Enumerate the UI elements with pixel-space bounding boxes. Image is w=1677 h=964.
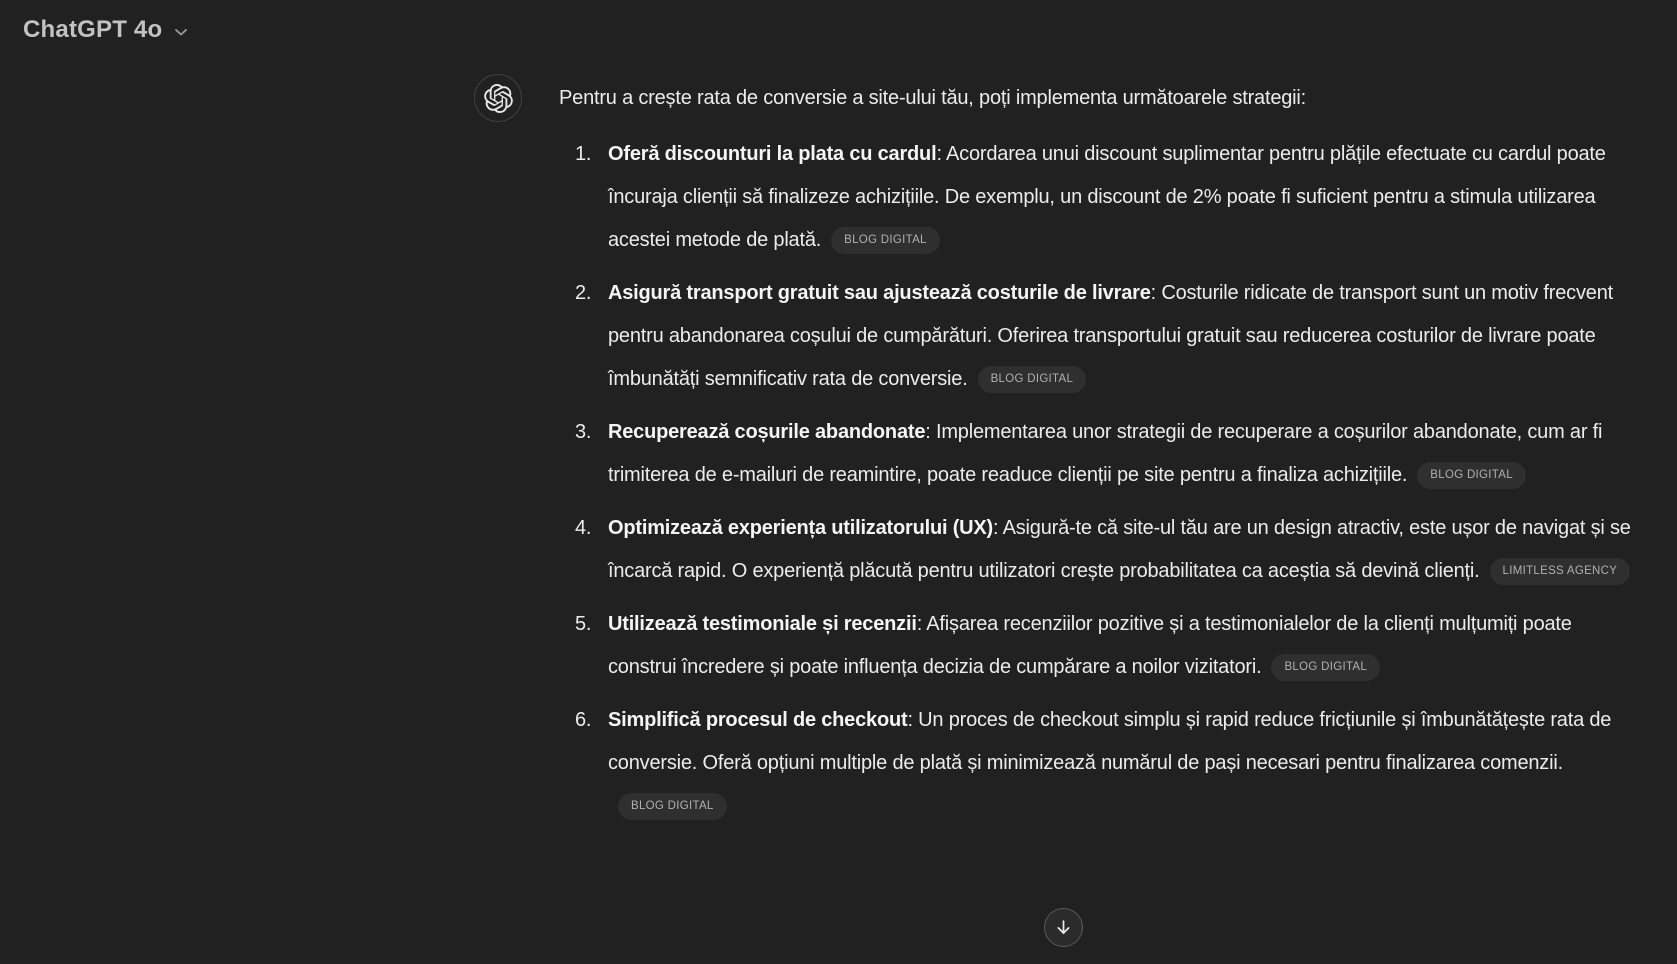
model-selector[interactable] <box>15 12 199 48</box>
top-bar <box>0 0 1677 56</box>
item-body: : Costurile ridicate de transport sunt un motiv frecvent pentru abandonarea coșului de cumpărături. Oferirea transportului gratuit sau reducerea costurilor de livrare poate îmbunătăți semnificativ rata de conversie. <box>608 282 1613 390</box>
chevron-down-icon <box>171 19 191 42</box>
item-body: : Un proces de checkout simplu și rapid reduce fricțiunile și îmbunătățește rata de conversie. Oferă opțiuni multiple de plată și minimizează numărul de pași necesari pentru finalizarea comenzii. <box>608 709 1612 774</box>
scroll-to-bottom-button[interactable] <box>1044 908 1083 947</box>
openai-logo-icon <box>484 84 513 113</box>
item-body: : Implementarea unor strategii de recuperare a coșurilor abandonate, cum ar fi trimiterea de e-mailuri de reamintire, poate readuce clienții pe site pentru a finaliza achizițiile. <box>608 421 1603 486</box>
item-title: Utilizează testimoniale și recenzii <box>608 613 917 635</box>
item-title: Recuperează coșurile abandonate <box>608 421 926 443</box>
item-body: : Acordarea unui discount suplimentar pentru plățile efectuate cu cardul poate încuraja clienții să finalizeze achizițiile. De exemplu, un discount de 2% poate fi suficient pentru a stimula utilizarea acestei metode de plată. <box>608 143 1606 251</box>
strategy-item-6 <box>575 699 1637 828</box>
item-title: Simplifică procesul de checkout <box>608 709 908 731</box>
citation-badge[interactable]: BLOG DIGITAL <box>831 227 940 254</box>
strategy-item-3 <box>575 411 1637 497</box>
assistant-avatar <box>474 74 522 122</box>
item-title: Asigură transport gratuit sau ajustează costurile de livrare <box>608 282 1151 304</box>
strategy-item-2 <box>575 272 1637 401</box>
item-body: : Asigură-te că site-ul tău are un design atractiv, este ușor de navigat și se încarcă rapid. O experiență plăcută pentru utilizatori crește probabilitatea ca aceștia să devină clienți. <box>608 517 1631 582</box>
citation-badge[interactable]: BLOG DIGITAL <box>978 366 1087 393</box>
list-number: 4. <box>575 517 592 539</box>
citation-badge[interactable]: BLOG DIGITAL <box>618 793 727 820</box>
strategy-item-5 <box>575 603 1637 689</box>
arrow-down-icon <box>1054 918 1073 937</box>
strategy-list <box>559 133 1637 828</box>
model-selector-label: ChatGPT 4o <box>23 16 163 43</box>
list-number: 3. <box>575 421 592 443</box>
citation-badge[interactable]: BLOG DIGITAL <box>1271 654 1380 681</box>
strategy-item-1 <box>575 133 1637 262</box>
citation-badge[interactable]: LIMITLESS AGENCY <box>1490 558 1631 585</box>
list-number: 2. <box>575 282 592 304</box>
item-body: : Afișarea recenziilor pozitive și a testimonialelor de la clienți mulțumiți poate construi încredere și poate influența decizia de cumpărare a noilor vizitatori. <box>608 613 1572 678</box>
list-number: 1. <box>575 143 592 165</box>
citation-badge[interactable]: BLOG DIGITAL <box>1417 462 1526 489</box>
list-number: 5. <box>575 613 592 635</box>
message-intro: Pentru a crește rata de conversie a site-ului tău, poți implementa următoarele strategii: <box>559 87 1307 109</box>
list-number: 6. <box>575 709 592 731</box>
assistant-message <box>559 84 1637 838</box>
item-title: Optimizează experiența utilizatorului (UX) <box>608 517 993 539</box>
strategy-item-4 <box>575 507 1637 593</box>
item-title: Oferă discounturi la plata cu cardul <box>608 143 937 165</box>
